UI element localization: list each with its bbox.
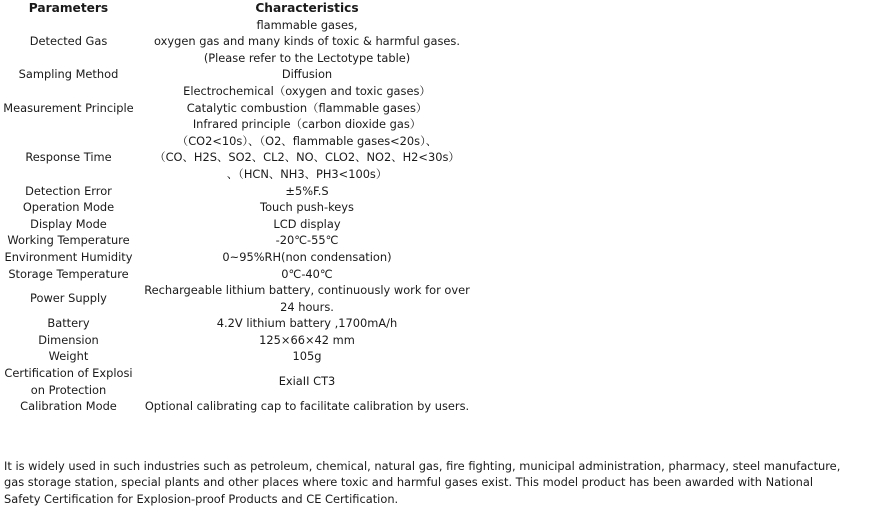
characteristic-value [137,216,477,233]
characteristic-line: （CO2<10s）、（O2、flammable gases<20s）、 [176,133,438,148]
characteristic-line: 125×66×42 mm [259,332,355,347]
characteristic-line: Touch push-keys [260,200,354,215]
table-row [0,315,875,332]
characteristic-value [137,183,477,200]
parameter-name: Dimension [38,332,99,347]
parameter-name: Environment Humidity [4,249,133,264]
characteristic-line: oxygen gas and many kinds of toxic & harmful gases. [154,34,460,49]
characteristic-value [137,398,477,415]
table-row [0,17,875,67]
table-row [0,232,875,249]
characteristic-value [137,199,477,216]
characteristic-value [137,282,477,315]
table-body [0,17,875,415]
header-characteristics-label: Characteristics [255,1,359,15]
parameter-name: Response Time [25,150,112,165]
characteristic-line: -20℃-55℃ [275,233,339,248]
characteristic-value [137,348,477,365]
characteristic-line: （CO、H2S、SO2、CL2、NO、CLO2、NO2、H2<30s） [154,150,460,165]
table-row [0,266,875,283]
header-characteristics [137,0,477,17]
parameter-name: Detected Gas [29,34,108,49]
characteristic-value [137,66,477,83]
characteristic-line: 、（HCN、NH3、PH3<100s） [226,166,388,181]
note-line: gas storage station, special plants and other places where toxic and harmful gases exist. This model product has been awarded with National [4,475,814,490]
parameter-name: Operation Mode [22,200,115,215]
parameter-name: Working Temperature [7,233,130,248]
parameter-name: Battery [47,316,90,331]
parameter-name: Storage Temperature [8,266,129,281]
table-row [0,199,875,216]
table-row [0,183,875,200]
table-row [0,365,875,398]
characteristic-line: 105g [292,349,322,364]
parameter-name: Weight [48,349,89,364]
characteristic-value [137,133,477,183]
characteristic-value [137,332,477,349]
parameter-name: Power Supply [30,291,107,306]
characteristic-line: 4.2V lithium battery ,1700mA/h [216,316,398,331]
parameter-name: Detection Error [25,183,112,198]
characteristic-line: 0~95%RH(non condensation) [222,249,392,264]
characteristic-value [137,83,477,133]
table-row [0,83,875,133]
table-row [0,398,875,415]
parameter-name: Calibration Mode [20,399,117,414]
characteristic-line: 0℃-40℃ [281,266,333,281]
characteristic-line: LCD display [273,216,341,231]
characteristic-line: 24 hours. [280,299,334,314]
header-parameters: Parameters [28,1,109,15]
table-row [0,133,875,183]
characteristic-value [137,232,477,249]
table-header [0,0,875,17]
characteristic-value [137,365,477,398]
characteristic-line: Infrared principle（carbon dioxide gas） [192,117,422,132]
characteristic-line: ExiaII CT3 [278,374,336,389]
note-line: It is widely used in such industries such as petroleum, chemical, natural gas, fire fighting, municipal administration, pharmacy, steel manufacture, [4,459,841,473]
application-note [4,458,870,507]
characteristic-line: flammable gases, [256,17,358,32]
parameter-name: Measurement Principle [3,100,134,115]
characteristic-line: (Please refer to the Lectotype table) [203,50,411,65]
note-line: Safety Certification for Explosion-proof Products and CE Certification. [4,491,399,506]
characteristic-line: Diffusion [281,67,333,82]
table-row [0,332,875,349]
table-row [0,66,875,83]
characteristic-line: ±5%F.S [285,183,329,198]
characteristic-line: Rechargeable lithium battery, continuously work for over [144,283,470,298]
parameter-name: Sampling Method [18,67,119,82]
characteristic-line: Electrochemical（oxygen and toxic gases） [183,83,431,98]
table-row [0,348,875,365]
parameter-name: Certification of Explosion Protection [4,366,133,397]
parameter-name: Display Mode [30,216,107,231]
characteristic-value [137,249,477,266]
characteristic-line: Catalytic combustion（flammable gases） [186,100,428,115]
characteristic-value [137,17,477,67]
table-row [0,216,875,233]
characteristic-value [137,266,477,283]
characteristic-value [137,315,477,332]
table-row [0,282,875,315]
table-row [0,249,875,266]
characteristic-line: Optional calibrating cap to facilitate calibration by users. [144,399,470,414]
